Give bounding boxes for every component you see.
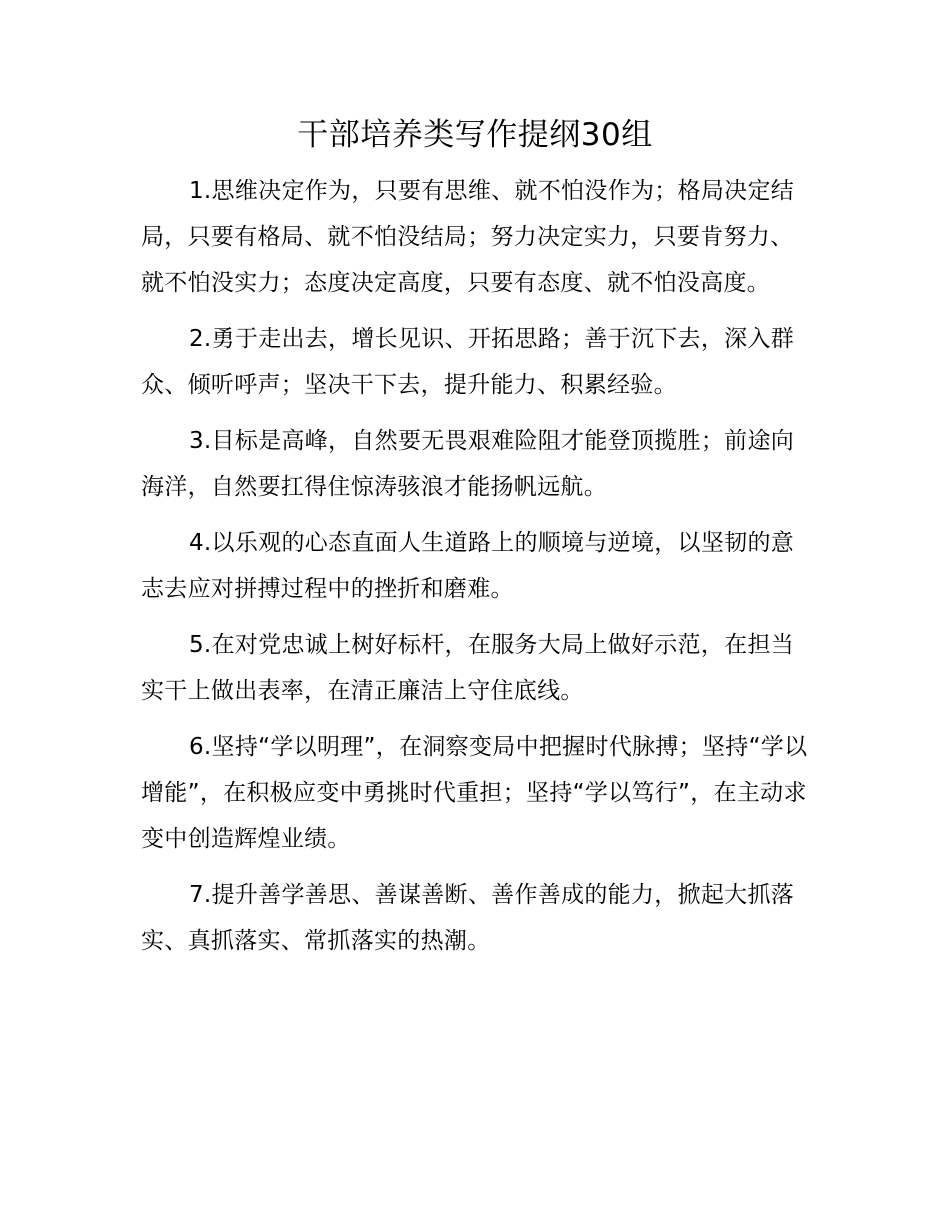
document-title: 干部培养类写作提纲30组 — [297, 117, 653, 153]
paragraph-2: 2.勇于走出去，增长见识、开拓思路；善于沉下去，深入群众、倾听呼声；坚决干下去，提升能力、积累经验。 — [141, 326, 795, 398]
paragraph-1: 1.思维决定作为，只要有思维、就不怕没作为；格局决定结局，只要有格局、就不怕没结局；努力决定实力，只要肯努力、就不怕没实力；态度决定高度，只要有态度、就不怕没高度。 — [141, 178, 795, 296]
paragraph-5: 5.在对党忠诚上树好标杆，在服务大局上做好示范，在担当实干上做出表率，在清正廉洁上守住底线。 — [141, 632, 795, 704]
document-body — [141, 168, 813, 974]
paragraph-4: 4.以乐观的心态直面人生道路上的顺境与逆境，以坚韧的意志去应对拼搏过程中的挫折和磨难。 — [141, 530, 795, 602]
paragraph-6: 6.坚持“学以明理”，在洞察变局中把握时代脉搏；坚持“学以增能”，在积极应变中勇挑时代重担；坚持“学以笃行”，在主动求变中创造辉煌业绩。 — [141, 734, 808, 852]
paragraph-3: 3.目标是高峰，自然要无畏艰难险阻才能登顶揽胜；前途向海洋，自然要扛得住惊涛骇浪才能扬帆远航。 — [141, 428, 795, 500]
paragraph-7: 7.提升善学善思、善谋善断、善作善成的能力，掀起大抓落实、真抓落实、常抓落实的热潮。 — [141, 882, 795, 954]
